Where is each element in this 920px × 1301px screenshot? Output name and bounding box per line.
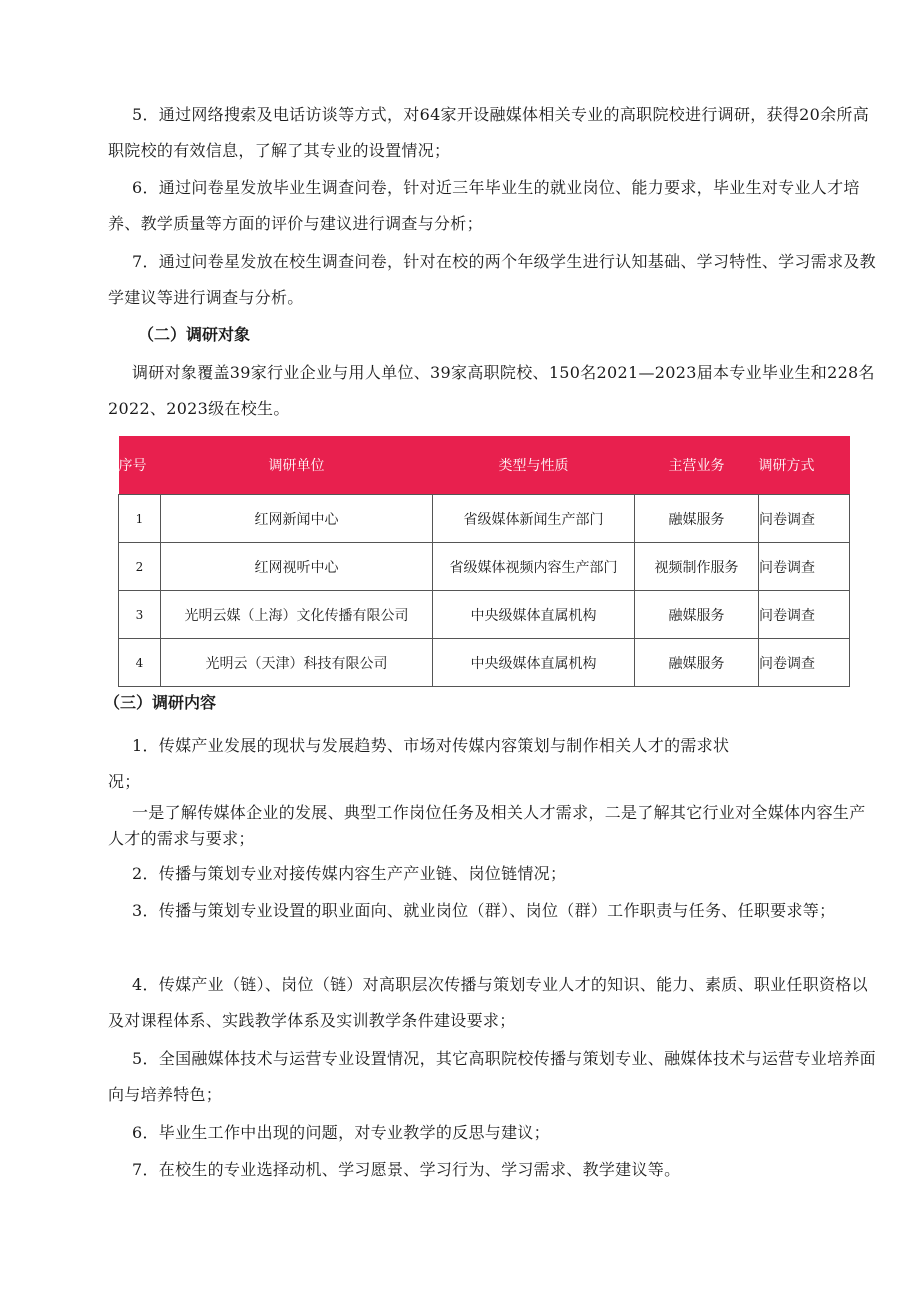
header-unit: 调研单位 [161, 436, 433, 495]
cell-method: 问卷调查 [759, 591, 850, 639]
item-number: 7 [132, 1160, 143, 1179]
method-item-6 [108, 170, 878, 242]
section-heading-content: （三）调研内容 [104, 693, 217, 712]
table-row [119, 591, 850, 639]
cell-type: 省级媒体视频内容生产部门 [433, 543, 635, 591]
cell-type: 省级媒体新闻生产部门 [433, 495, 635, 543]
item-text: ．传播与策划专业对接传媒内容生产产业链、岗位链情况； [142, 864, 567, 883]
cell-unit: 光明云媒（上海）文化传播有限公司 [161, 591, 433, 639]
header-method: 调研方式 [759, 436, 850, 495]
table-row [119, 495, 850, 543]
cell-business: 融媒服务 [635, 639, 759, 687]
content-item-5 [108, 1041, 878, 1113]
method-item-7 [108, 244, 878, 316]
table-row [119, 543, 850, 591]
cell-business: 融媒服务 [635, 495, 759, 543]
objects-paragraph: 调研对象覆盖39家行业企业与用人单位、39家高职院校、150名2021—2023届本专业毕业生和228名2022、2023级在校生。 [108, 363, 875, 418]
cell-type: 中央级媒体直属机构 [433, 591, 635, 639]
cell-method: 问卷调查 [759, 495, 850, 543]
cell-seq: 2 [119, 543, 161, 591]
item-number: 5 [132, 1049, 143, 1068]
table-header-row [119, 436, 850, 495]
item-text: ．通过问卷星发放在校生调查问卷，针对在校的两个年级学生进行认知基础、学习特性、学习需求及教学建议等进行调查与分析。 [108, 252, 876, 307]
item-number: 2 [132, 864, 143, 883]
cell-method: 问卷调查 [759, 543, 850, 591]
item-number: 6 [132, 178, 143, 197]
content-item-7 [108, 1152, 878, 1188]
item-text: ．通过问卷星发放毕业生调查问卷，针对近三年毕业生的就业岗位、能力要求，毕业生对专业人才培养、教学质量等方面的评价与建议进行调查与分析； [108, 178, 860, 233]
section-heading-objects: （二）调研对象 [138, 325, 251, 344]
item-text: ．通过网络搜索及电话访谈等方式，对64家开设融媒体相关专业的高职院校进行调研，获得20余所高职院校的有效信息，了解了其专业的设置情况； [108, 105, 870, 160]
cell-unit: 红网新闻中心 [161, 495, 433, 543]
item-text: ．传播与策划专业设置的职业面向、就业岗位（群）、岗位（群）工作职责与任务、任职要求等； [142, 901, 836, 920]
cell-type: 中央级媒体直属机构 [433, 639, 635, 687]
survey-units-table [118, 436, 850, 687]
content-item-6 [108, 1115, 878, 1151]
cell-business: 融媒服务 [635, 591, 759, 639]
content-item-4 [108, 967, 878, 1039]
cell-method: 问卷调查 [759, 639, 850, 687]
item-number: 4 [132, 975, 143, 994]
cell-seq: 3 [119, 591, 161, 639]
item-number: 6 [132, 1123, 143, 1142]
header-business: 主营业务 [635, 436, 759, 495]
table-row [119, 639, 850, 687]
item-text: ．毕业生工作中出现的问题，对专业教学的反思与建议； [142, 1123, 550, 1142]
content-item-1-detail: 一是了解传媒体企业的发展、典型工作岗位任务及相关人才需求，二是了解其它行业对全媒体内容生产人才的需求与要求； [108, 803, 866, 848]
item-number: 7 [132, 252, 143, 271]
content-item-1-continuation: 况； [108, 772, 141, 791]
content-item-1 [108, 728, 878, 764]
header-seq: 序号 [119, 436, 161, 495]
item-text: ．在校生的专业选择动机、学习愿景、学习行为、学习需求、教学建议等。 [142, 1160, 681, 1179]
content-item-2 [108, 856, 878, 892]
cell-seq: 4 [119, 639, 161, 687]
cell-business: 视频制作服务 [635, 543, 759, 591]
item-text: ．全国融媒体技术与运营专业设置情况，其它高职院校传播与策划专业、融媒体技术与运营专业培养面向与培养特色； [108, 1049, 876, 1104]
method-item-5 [108, 97, 878, 169]
cell-seq: 1 [119, 495, 161, 543]
item-number: 3 [132, 901, 143, 920]
cell-unit: 光明云（天津）科技有限公司 [161, 639, 433, 687]
item-text: ．传媒产业（链）、岗位（链）对高职层次传播与策划专业人才的知识、能力、素质、职业任职资格以及对课程体系、实践教学体系及实训教学条件建设要求； [108, 975, 868, 1030]
item-number: 1 [132, 736, 143, 755]
header-type: 类型与性质 [433, 436, 635, 495]
item-number: 5 [132, 105, 143, 124]
item-text: ．传媒产业发展的现状与发展趋势、市场对传媒内容策划与制作相关人才的需求状 [142, 736, 730, 755]
cell-unit: 红网视听中心 [161, 543, 433, 591]
content-item-3 [108, 893, 878, 929]
